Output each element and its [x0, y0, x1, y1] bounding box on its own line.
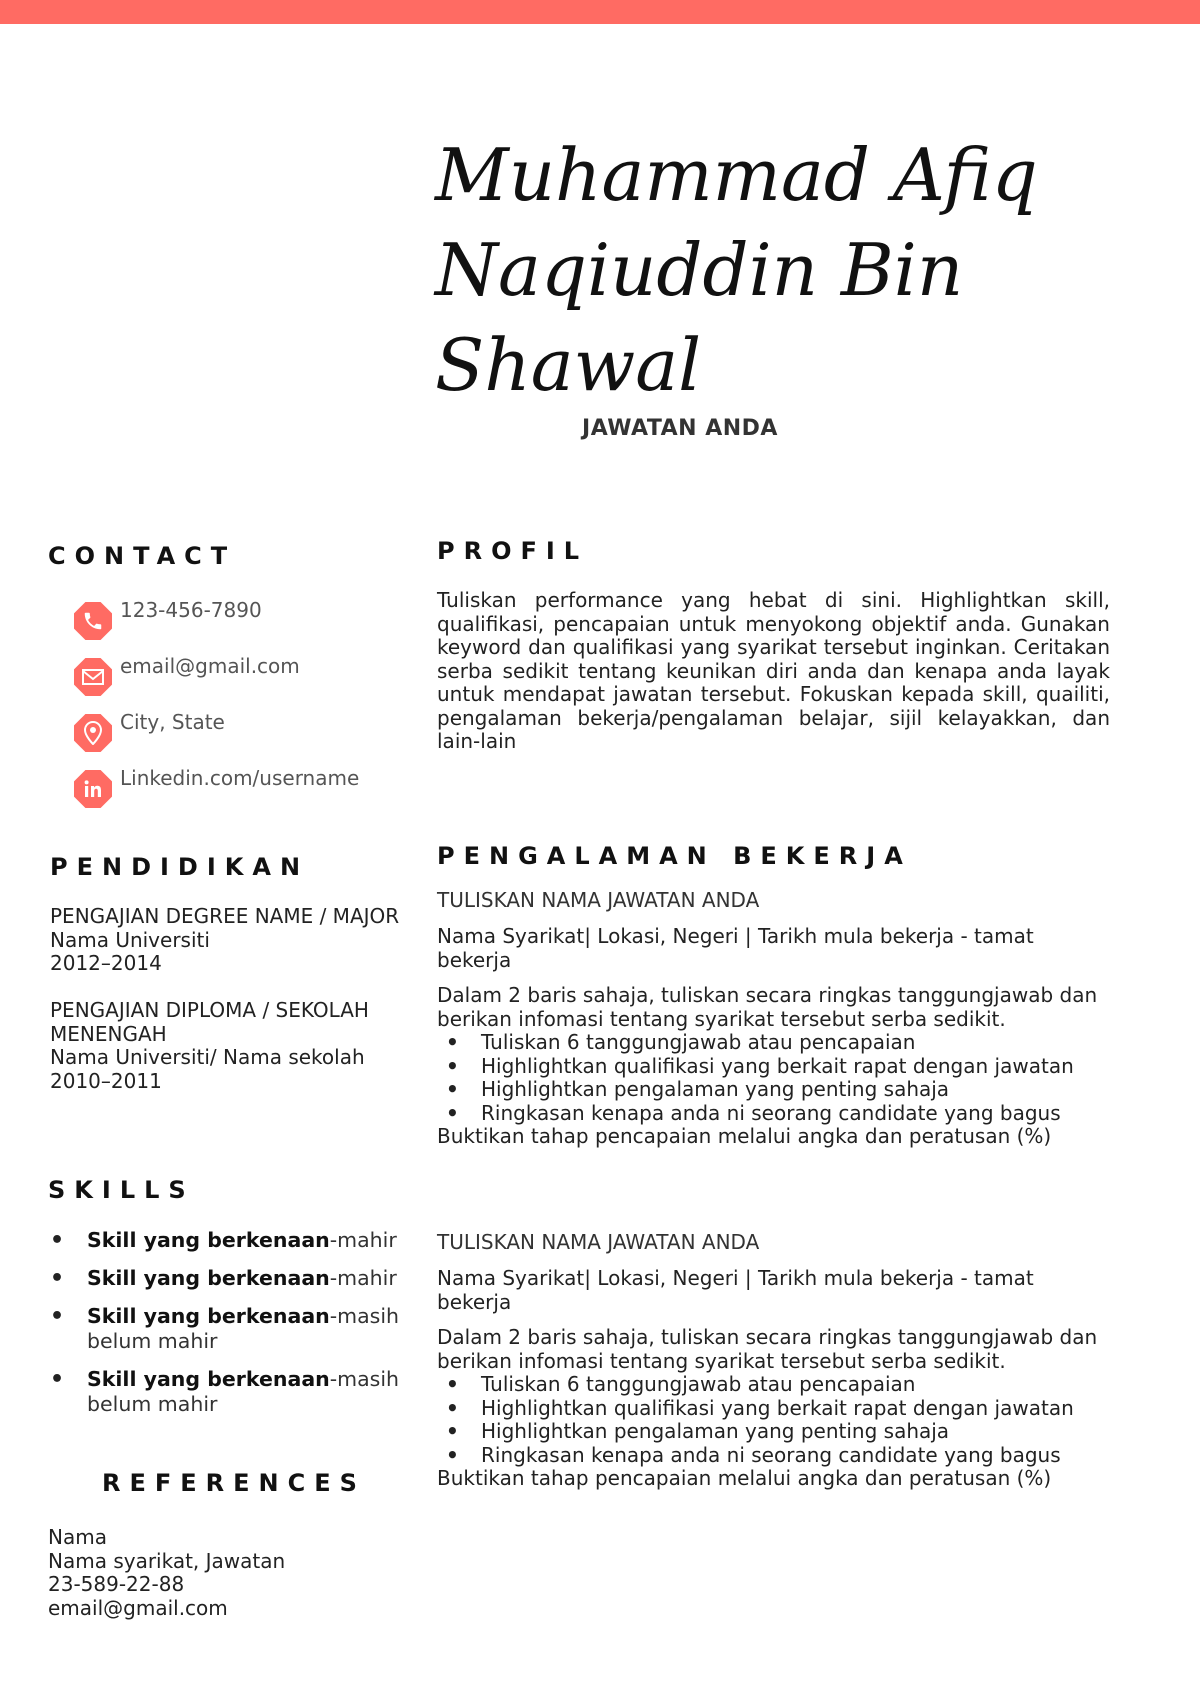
contact-phone-text: 123-456-7890: [120, 598, 262, 622]
profile-heading: PROFIL: [437, 537, 589, 565]
skill-name: Skill yang berkenaan: [87, 1228, 330, 1252]
job-bullets: [437, 1373, 1107, 1467]
experience-heading: PENGALAMAN BEKERJA: [437, 842, 912, 870]
contact-location-text: City, State: [120, 710, 225, 734]
references-heading: REFERENCES: [102, 1469, 366, 1497]
contact-heading: CONTACT: [48, 542, 237, 570]
candidate-name: [435, 128, 1135, 413]
job-bullet: • Tuliskan 6 tanggungjawab atau pencapaian: [437, 1373, 1107, 1397]
name-line-3: Shawal: [435, 323, 702, 407]
job-bullet: • Highlightkan qualifikasi yang berkait rapat dengan jawatan: [437, 1055, 1107, 1079]
job-title: TULISKAN NAMA JAWATAN ANDA: [437, 1230, 760, 1254]
job-closing: Buktikan tahap pencapaian melalui angka dan peratusan (%): [437, 1466, 1052, 1490]
job-bullet: • Highlightkan qualifikasi yang berkait rapat dengan jawatan: [437, 1397, 1107, 1421]
education-years: 2012–2014: [50, 951, 162, 975]
reference-entry: [48, 1526, 285, 1620]
job-meta: Nama Syarikat| Lokasi, Negeri | Tarikh mula bekerja - tamat bekerja: [437, 924, 1034, 972]
skill-name: Skill yang berkenaan: [87, 1266, 330, 1290]
top-accent-bar: [0, 0, 1200, 24]
reference-name: Nama: [48, 1525, 107, 1549]
phone-icon: [74, 602, 112, 640]
skill-name: Skill yang berkenaan: [87, 1367, 330, 1391]
skills-list: [50, 1228, 400, 1430]
job-description: Dalam 2 baris sahaja, tuliskan secara ringkas tanggungjawab dan berikan infomasi tentang syarikat tersebut serba sedikit.: [437, 983, 1098, 1031]
education-entry: [50, 905, 410, 976]
job-entry: [437, 1231, 1107, 1491]
education-entry: [50, 999, 410, 1093]
mail-icon: [74, 658, 112, 696]
education-heading: PENDIDIKAN: [50, 853, 310, 881]
job-bullet: • Ringkasan kenapa anda ni seorang candidate yang bagus: [437, 1102, 1107, 1126]
skill-level: -mahir: [329, 1266, 397, 1290]
contact-linkedin-text: Linkedin.com/username: [120, 766, 360, 790]
education-degree-title: PENGAJIAN DEGREE NAME / MAJOR: [50, 904, 400, 928]
job-title: JAWATAN ANDA: [582, 416, 778, 441]
skills-heading: SKILLS: [48, 1176, 195, 1204]
job-closing: Buktikan tahap pencapaian melalui angka dan peratusan (%): [437, 1124, 1052, 1148]
skill-item: [50, 1367, 400, 1417]
skill-name: Skill yang berkenaan: [87, 1304, 330, 1328]
skill-level: -masih belum mahir: [87, 1304, 400, 1353]
reference-company: Nama syarikat, Jawatan: [48, 1548, 286, 1573]
job-bullet: • Tuliskan 6 tanggungjawab atau pencapaian: [437, 1031, 1107, 1055]
job-description: Dalam 2 baris sahaja, tuliskan secara ringkas tanggungjawab dan berikan infomasi tentang syarikat tersebut serba sedikit.: [437, 1325, 1098, 1373]
job-bullets: [437, 1031, 1107, 1125]
skill-item: [50, 1266, 400, 1291]
skill-level: -mahir: [329, 1228, 397, 1252]
location-pin-icon: [74, 714, 112, 752]
job-bullet: • Ringkasan kenapa anda ni seorang candidate yang bagus: [437, 1444, 1107, 1468]
education-school: Nama Universiti/ Nama sekolah: [50, 1045, 365, 1069]
job-entry: [437, 889, 1107, 1149]
reference-phone: 23-589-22-88: [48, 1572, 185, 1596]
profile-text: Tuliskan performance yang hebat di sini. Highlightkan skill, qualifikasi, pencapaian untuk menyokong objektif anda. Gunakan keyword dan qualifikasi yang syarikat tersebut inginkan. Ceritakan serba sedikit tentang keunikan diri anda dan kenapa anda layak untuk mendapat jawatan tersebut. Fokuskan kepada skill, quailiti, pengalaman bekerja/pengalaman belajar, sijil kelayakkan, dan lain-lain: [437, 588, 1110, 753]
job-meta: Nama Syarikat| Lokasi, Negeri | Tarikh mula bekerja - tamat bekerja: [437, 1266, 1034, 1314]
education-degree-title: PENGAJIAN DIPLOMA / SEKOLAH MENENGAH: [50, 998, 369, 1046]
contact-email-text: email@gmail.com: [120, 654, 300, 678]
job-title: TULISKAN NAMA JAWATAN ANDA: [437, 888, 760, 912]
skill-item: [50, 1228, 400, 1253]
reference-email: email@gmail.com: [48, 1595, 228, 1620]
name-line-2: Naqiuddin Bin: [435, 228, 964, 312]
education-years: 2010–2011: [50, 1068, 162, 1093]
education-school: Nama Universiti: [50, 927, 210, 952]
linkedin-icon: [74, 770, 112, 808]
name-line-1: Muhammad Afiq: [435, 133, 1038, 217]
job-bullet: • Highlightkan pengalaman yang penting sahaja: [437, 1078, 1107, 1102]
skill-item: [50, 1304, 400, 1354]
job-bullet: • Highlightkan pengalaman yang penting sahaja: [437, 1420, 1107, 1444]
skill-level: -masih belum mahir: [87, 1367, 400, 1416]
